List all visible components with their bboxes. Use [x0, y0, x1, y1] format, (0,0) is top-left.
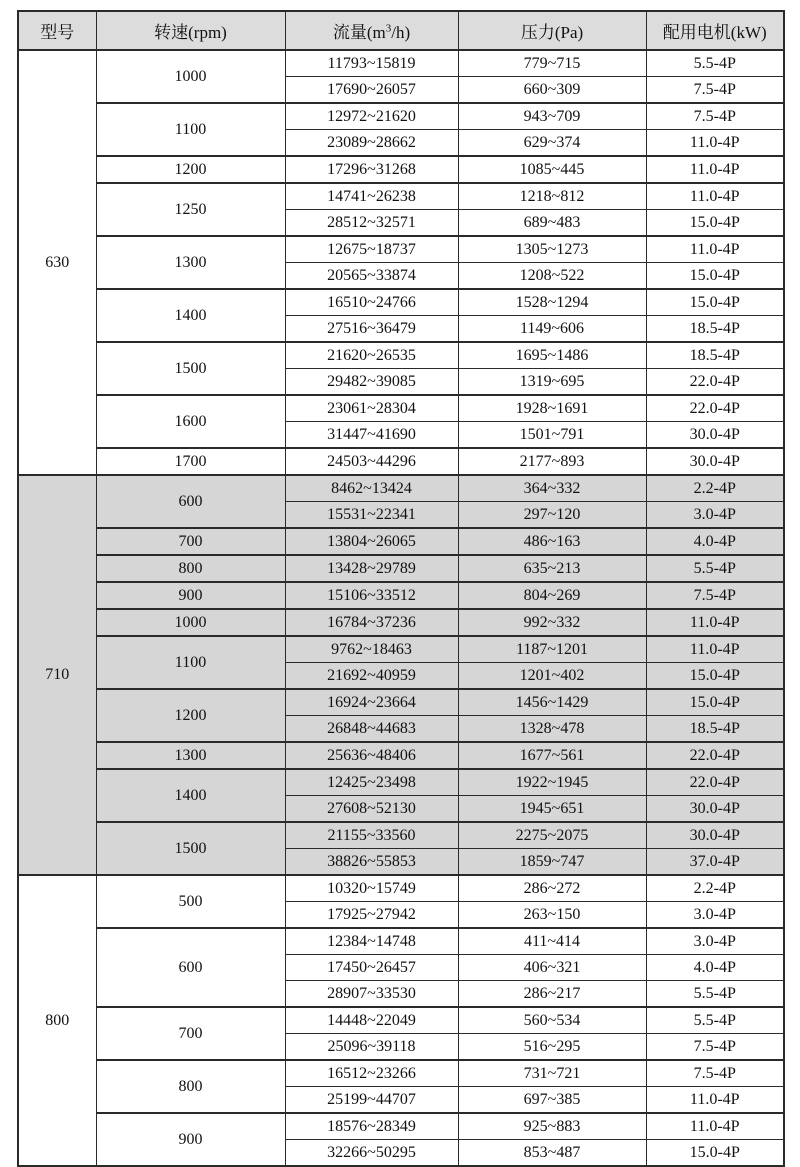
header-row	[18, 11, 784, 50]
table-row	[18, 448, 784, 475]
flow-cell: 12384~14748	[285, 928, 458, 955]
column-header-speed: 转速(rpm)	[96, 11, 285, 50]
rpm-cell: 1500	[96, 342, 285, 395]
pressure-cell: 1328~478	[458, 716, 646, 743]
flow-cell: 24503~44296	[285, 448, 458, 475]
rpm-cell: 1200	[96, 689, 285, 742]
motor-cell: 11.0-4P	[646, 183, 784, 210]
flow-cell: 23089~28662	[285, 130, 458, 157]
flow-cell: 17925~27942	[285, 902, 458, 929]
motor-cell: 3.0-4P	[646, 502, 784, 529]
motor-cell: 11.0-4P	[646, 636, 784, 663]
pressure-cell: 406~321	[458, 955, 646, 981]
rpm-cell: 1100	[96, 636, 285, 689]
table-row	[18, 475, 784, 502]
motor-cell: 7.5-4P	[646, 1060, 784, 1087]
pressure-cell: 943~709	[458, 103, 646, 130]
flow-cell: 26848~44683	[285, 716, 458, 743]
motor-cell: 3.0-4P	[646, 928, 784, 955]
table-row	[18, 342, 784, 369]
table-row	[18, 1007, 784, 1034]
flow-cell: 16512~23266	[285, 1060, 458, 1087]
flow-cell: 15531~22341	[285, 502, 458, 529]
column-header-flow: 流量$(m^3/h)$	[285, 11, 458, 50]
flow-cell: 18576~28349	[285, 1113, 458, 1140]
motor-cell: 22.0-4P	[646, 742, 784, 769]
motor-cell: 15.0-4P	[646, 663, 784, 690]
motor-cell: 22.0-4P	[646, 769, 784, 796]
motor-cell: 5.5-4P	[646, 981, 784, 1008]
rpm-cell: 1600	[96, 395, 285, 448]
rpm-cell: 600	[96, 475, 285, 528]
rpm-cell: 1000	[96, 609, 285, 636]
motor-cell: 5.5-4P	[646, 555, 784, 582]
table-row	[18, 395, 784, 422]
table-row	[18, 582, 784, 609]
table-row	[18, 636, 784, 663]
superscript: 3	[385, 22, 392, 35]
pressure-cell: 925~883	[458, 1113, 646, 1140]
flow-cell: 16784~37236	[285, 609, 458, 636]
motor-cell: 7.5-4P	[646, 103, 784, 130]
motor-cell: 7.5-4P	[646, 1034, 784, 1061]
pressure-cell: 1928~1691	[458, 395, 646, 422]
motor-cell: 15.0-4P	[646, 1140, 784, 1167]
flow-cell: 12972~21620	[285, 103, 458, 130]
rpm-cell: 1400	[96, 769, 285, 822]
pressure-cell: 1456~1429	[458, 689, 646, 716]
model-cell: 800	[18, 875, 96, 1166]
rpm-cell: 1500	[96, 822, 285, 875]
flow-cell: 21620~26535	[285, 342, 458, 369]
pressure-cell: 286~217	[458, 981, 646, 1008]
motor-cell: 11.0-4P	[646, 1113, 784, 1140]
table-row	[18, 156, 784, 183]
motor-cell: 15.0-4P	[646, 210, 784, 237]
pressure-cell: 1085~445	[458, 156, 646, 183]
pressure-cell: 1528~1294	[458, 289, 646, 316]
column-header-pressure: 压力(Pa)	[458, 11, 646, 50]
pressure-cell: 2275~2075	[458, 822, 646, 849]
rpm-cell: 1200	[96, 156, 285, 183]
pressure-cell: 731~721	[458, 1060, 646, 1087]
pressure-cell: 660~309	[458, 77, 646, 104]
pressure-cell: 629~374	[458, 130, 646, 157]
flow-cell: 28512~32571	[285, 210, 458, 237]
rpm-cell: 500	[96, 875, 285, 928]
rpm-cell: 900	[96, 1113, 285, 1166]
fan-spec-table	[17, 10, 785, 1167]
flow-cell: 12675~18737	[285, 236, 458, 263]
table-row	[18, 50, 784, 77]
pressure-cell: 560~534	[458, 1007, 646, 1034]
flow-cell: 16924~23664	[285, 689, 458, 716]
pressure-cell: 1677~561	[458, 742, 646, 769]
model-cell: 630	[18, 50, 96, 475]
motor-cell: 15.0-4P	[646, 689, 784, 716]
motor-cell: 7.5-4P	[646, 77, 784, 104]
pressure-cell: 1859~747	[458, 849, 646, 876]
pressure-cell: 263~150	[458, 902, 646, 929]
rpm-cell: 1250	[96, 183, 285, 236]
pressure-cell: 364~332	[458, 475, 646, 502]
flow-cell: 23061~28304	[285, 395, 458, 422]
motor-cell: 37.0-4P	[646, 849, 784, 876]
table-row	[18, 1060, 784, 1087]
table-body	[18, 50, 784, 1166]
motor-cell: 5.5-4P	[646, 50, 784, 77]
flow-cell: 12425~23498	[285, 769, 458, 796]
rpm-cell: 600	[96, 928, 285, 1007]
pressure-cell: 297~120	[458, 502, 646, 529]
pressure-cell: 2177~893	[458, 448, 646, 475]
motor-cell: 30.0-4P	[646, 822, 784, 849]
motor-cell: 11.0-4P	[646, 130, 784, 157]
flow-cell: 17296~31268	[285, 156, 458, 183]
pressure-cell: 1319~695	[458, 369, 646, 396]
rpm-cell: 1000	[96, 50, 285, 103]
motor-cell: 2.2-4P	[646, 475, 784, 502]
flow-cell: 10320~15749	[285, 875, 458, 902]
pressure-cell: 1305~1273	[458, 236, 646, 263]
rpm-cell: 900	[96, 582, 285, 609]
flow-cell: 8462~13424	[285, 475, 458, 502]
flow-cell: 9762~18463	[285, 636, 458, 663]
motor-cell: 4.0-4P	[646, 955, 784, 981]
pressure-cell: 1922~1945	[458, 769, 646, 796]
flow-cell: 25636~48406	[285, 742, 458, 769]
motor-cell: 18.5-4P	[646, 716, 784, 743]
flow-cell: 27608~52130	[285, 796, 458, 823]
table-row	[18, 822, 784, 849]
motor-cell: 18.5-4P	[646, 316, 784, 343]
motor-cell: 22.0-4P	[646, 369, 784, 396]
pressure-cell: 1208~522	[458, 263, 646, 290]
motor-cell: 30.0-4P	[646, 796, 784, 823]
pressure-cell: 1201~402	[458, 663, 646, 690]
motor-cell: 15.0-4P	[646, 263, 784, 290]
pressure-cell: 1695~1486	[458, 342, 646, 369]
table-row	[18, 875, 784, 902]
rpm-cell: 1400	[96, 289, 285, 342]
flow-cell: 21155~33560	[285, 822, 458, 849]
flow-cell: 32266~50295	[285, 1140, 458, 1167]
flow-cell: 14741~26238	[285, 183, 458, 210]
pressure-cell: 1149~606	[458, 316, 646, 343]
flow-cell: 25199~44707	[285, 1087, 458, 1114]
flow-cell: 11793~15819	[285, 50, 458, 77]
flow-cell: 15106~33512	[285, 582, 458, 609]
flow-cell: 20565~33874	[285, 263, 458, 290]
motor-cell: 3.0-4P	[646, 902, 784, 929]
flow-cell: 28907~33530	[285, 981, 458, 1008]
table-row	[18, 528, 784, 555]
motor-cell: 2.2-4P	[646, 875, 784, 902]
pressure-cell: 635~213	[458, 555, 646, 582]
pressure-cell: 1218~812	[458, 183, 646, 210]
column-header-motor: 配用电机(kW)	[646, 11, 784, 50]
pressure-cell: 1945~651	[458, 796, 646, 823]
rpm-cell: 1100	[96, 103, 285, 156]
rpm-cell: 700	[96, 1007, 285, 1060]
motor-cell: 4.0-4P	[646, 528, 784, 555]
table-row	[18, 1113, 784, 1140]
flow-cell: 27516~36479	[285, 316, 458, 343]
table-row	[18, 289, 784, 316]
motor-cell: 11.0-4P	[646, 156, 784, 183]
flow-cell: 21692~40959	[285, 663, 458, 690]
table-row	[18, 183, 784, 210]
motor-cell: 7.5-4P	[646, 582, 784, 609]
flow-cell: 16510~24766	[285, 289, 458, 316]
motor-cell: 22.0-4P	[646, 395, 784, 422]
pressure-cell: 853~487	[458, 1140, 646, 1167]
table-row	[18, 928, 784, 955]
table-row	[18, 689, 784, 716]
pressure-cell: 286~272	[458, 875, 646, 902]
pressure-cell: 992~332	[458, 609, 646, 636]
flow-cell: 13428~29789	[285, 555, 458, 582]
flow-cell: 29482~39085	[285, 369, 458, 396]
table-row	[18, 103, 784, 130]
rpm-cell: 800	[96, 555, 285, 582]
rpm-cell: 700	[96, 528, 285, 555]
table-row	[18, 609, 784, 636]
rpm-cell: 1700	[96, 448, 285, 475]
table-row	[18, 742, 784, 769]
flow-cell: 17690~26057	[285, 77, 458, 104]
model-cell: 710	[18, 475, 96, 875]
flow-cell: 25096~39118	[285, 1034, 458, 1061]
motor-cell: 11.0-4P	[646, 236, 784, 263]
flow-cell: 14448~22049	[285, 1007, 458, 1034]
rpm-cell: 1300	[96, 742, 285, 769]
pressure-cell: 1501~791	[458, 422, 646, 449]
flow-cell: 38826~55853	[285, 849, 458, 876]
motor-cell: 30.0-4P	[646, 422, 784, 449]
pressure-cell: 779~715	[458, 50, 646, 77]
motor-cell: 15.0-4P	[646, 289, 784, 316]
motor-cell: 5.5-4P	[646, 1007, 784, 1034]
table-header	[18, 11, 784, 50]
pressure-cell: 516~295	[458, 1034, 646, 1061]
flow-cell: 31447~41690	[285, 422, 458, 449]
pressure-cell: 1187~1201	[458, 636, 646, 663]
pressure-cell: 411~414	[458, 928, 646, 955]
table-row	[18, 555, 784, 582]
table-row	[18, 236, 784, 263]
pressure-cell: 486~163	[458, 528, 646, 555]
motor-cell: 18.5-4P	[646, 342, 784, 369]
table-row	[18, 769, 784, 796]
flow-cell: 17450~26457	[285, 955, 458, 981]
pressure-cell: 804~269	[458, 582, 646, 609]
pressure-cell: 697~385	[458, 1087, 646, 1114]
motor-cell: 30.0-4P	[646, 448, 784, 475]
pressure-cell: 689~483	[458, 210, 646, 237]
rpm-cell: 1300	[96, 236, 285, 289]
flow-cell: 13804~26065	[285, 528, 458, 555]
column-header-model: 型号	[18, 11, 96, 50]
motor-cell: 11.0-4P	[646, 1087, 784, 1114]
rpm-cell: 800	[96, 1060, 285, 1113]
motor-cell: 11.0-4P	[646, 609, 784, 636]
